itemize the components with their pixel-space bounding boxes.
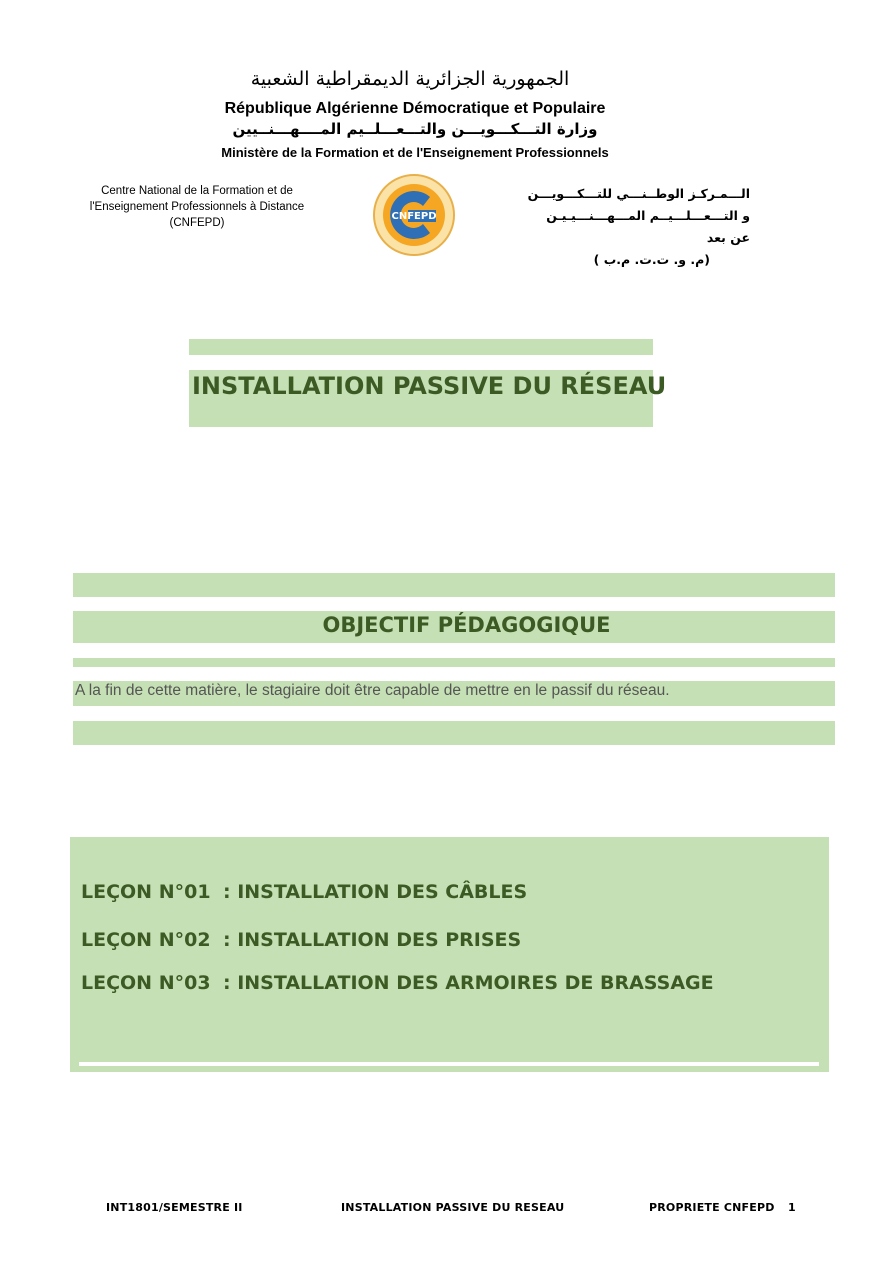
objective-heading: OBJECTIF PÉDAGOGIQUE — [322, 613, 611, 637]
logo-text: CNFEPD — [391, 211, 437, 222]
centre-fr-line-1: Centre National de la Formation et de — [101, 185, 293, 197]
objective-separator-band — [73, 658, 835, 667]
course-title: INSTALLATION PASSIVE DU RÉSEAU — [192, 372, 667, 400]
objective-heading-box — [73, 611, 835, 643]
lesson-number: LEÇON N°03 — [81, 972, 211, 994]
lesson-item — [81, 929, 521, 951]
centre-ar-line-3: (م. و. ت.ت. م.ب ) — [593, 252, 710, 267]
footer-code: INT1801/SEMESTRE II — [106, 1201, 243, 1214]
objective-bottom-band — [73, 721, 835, 745]
footer-module: INSTALLATION PASSIVE DU RESEAU — [341, 1201, 565, 1214]
course-title-box — [189, 370, 667, 427]
arabic-republic-title: الجمهورية الجزائرية الديمقراطية الشعبية — [250, 68, 570, 90]
objective-text: A la fin de cette matière, le stagiaire doit être capable de mettre en le passif du réseau. — [75, 682, 670, 699]
french-republic-title: République Algérienne Démocratique et Populaire — [224, 100, 606, 117]
page-number: 1 — [788, 1201, 796, 1214]
centre-fr-line-3: (CNFEPD) — [169, 217, 225, 229]
centre-name-french — [72, 183, 322, 231]
lessons-divider — [79, 1062, 819, 1066]
lessons-box — [70, 837, 829, 1072]
lesson-title: : INSTALLATION DES PRISES — [223, 929, 522, 951]
objective-top-band — [73, 573, 835, 597]
centre-name-arabic — [525, 183, 750, 271]
lesson-item — [81, 972, 714, 994]
cnfepd-logo — [368, 172, 460, 258]
lesson-number: LEÇON N°01 — [81, 881, 211, 903]
lesson-number: LEÇON N°02 — [81, 929, 211, 951]
objective-text-box — [73, 681, 835, 706]
arabic-ministry-title: وزارة التـــكـــويـــن والتـــعـــلــيم المــــهـــنــيين — [232, 120, 598, 138]
lesson-title: : INSTALLATION DES ARMOIRES DE BRASSAGE — [223, 972, 714, 994]
centre-fr-line-2: l'Enseignement Professionnels à Distance — [89, 201, 305, 213]
french-ministry-title: Ministère de la Formation et de l'Enseignement Professionnels — [221, 145, 609, 160]
centre-ar-line-2: و التـــعـــلـــيــم المـــهـــنـــيـيـن عن بعد — [546, 208, 750, 245]
footer-owner: PROPRIETE CNFEPD — [649, 1201, 775, 1214]
title-top-band — [189, 339, 653, 355]
lesson-item — [81, 881, 527, 903]
centre-ar-line-1: الـــمـركـز الوطــنـــي للتـــكـــويـــن — [527, 186, 750, 201]
lesson-title: : INSTALLATION DES CÂBLES — [223, 881, 528, 903]
